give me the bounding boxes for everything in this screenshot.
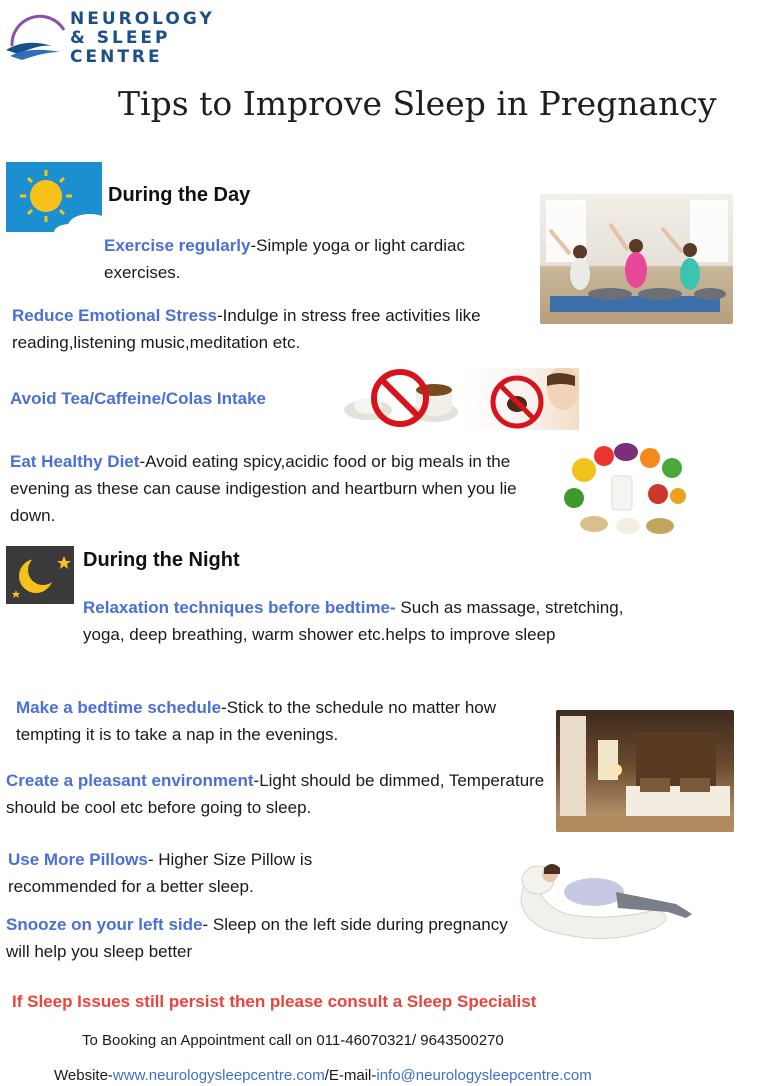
tip-bedtime-schedule	[16, 694, 546, 748]
pregnancy-pillow-photo	[506, 852, 702, 942]
tip-key: Reduce Emotional Stress	[12, 306, 218, 325]
tip-text: Such as massage, stretching, yoga, deep breathing, warm shower etc.helps to improve sleep	[83, 598, 624, 644]
tip-key: Avoid Tea/Caffeine/Colas Intake	[10, 389, 267, 408]
tip-text: -Stick to the schedule no matter how tempting it is to take a nap in the evenings.	[16, 698, 497, 744]
day-heading: During the Day	[108, 184, 251, 206]
tip-text: - Higher Size Pillow is recommended for a better sleep.	[8, 850, 313, 896]
tip-key: Exercise regularly	[104, 236, 251, 255]
yoga-class-photo	[540, 194, 733, 324]
tip-text: - Sleep on the left side during pregnancy will help you sleep better	[6, 915, 508, 961]
tip-text: -Light should be dimmed, Temperature should be cool etc before going to sleep.	[6, 771, 545, 817]
tip-pleasant-environment	[6, 767, 546, 821]
tip-text: -Simple yoga or light cardiac exercises.	[104, 236, 465, 282]
logo-line-3: CENTRE	[70, 47, 163, 67]
email-link[interactable]: info@neurologysleepcentre.com	[376, 1067, 592, 1084]
no-tea-icon	[340, 366, 460, 430]
night-heading: During the Night	[83, 549, 240, 571]
booking-info: To Booking an Appointment call on 011-46070321/ 9643500270	[82, 1032, 504, 1049]
tip-reduce-stress	[12, 302, 532, 356]
logo-swoosh-icon	[4, 10, 70, 66]
sun-cloud-icon	[6, 162, 102, 232]
no-food-icon	[463, 368, 579, 430]
logo	[4, 8, 214, 68]
tip-key: Relaxation techniques before bedtime-	[83, 598, 396, 617]
page-title: Tips to Improve Sleep in Pregnancy	[118, 84, 717, 123]
tip-text: -Avoid eating spicy,acidic food or big meals in the evening as these can cause indigestion and heartburn when you lie down.	[10, 452, 517, 525]
tip-key: Use More Pillows	[8, 850, 148, 869]
footer-contact	[54, 1067, 592, 1084]
tip-relaxation	[83, 594, 628, 648]
tip-more-pillows	[8, 846, 408, 900]
consult-specialist-note: If Sleep Issues still persist then please consult a Sleep Specialist	[12, 992, 537, 1011]
tip-key: Make a bedtime schedule	[16, 698, 222, 717]
moon-stars-icon	[6, 546, 74, 604]
website-link[interactable]: www.neurologysleepcentre.com	[112, 1067, 325, 1084]
bedroom-photo	[556, 710, 734, 832]
website-label: Website-	[54, 1067, 113, 1084]
logo-line-2: & SLEEP	[70, 28, 171, 48]
tip-key: Eat Healthy Diet	[10, 452, 140, 471]
email-label: /E-mail-	[324, 1067, 377, 1084]
tip-text: -Indulge in stress free activities like reading,listening music,meditation etc.	[12, 306, 481, 352]
healthy-food-photo	[554, 434, 691, 544]
tip-avoid-tea	[10, 385, 340, 412]
tip-left-side	[6, 911, 526, 965]
tip-exercise	[104, 232, 534, 286]
tip-key: Create a pleasant environment	[6, 771, 254, 790]
tip-healthy-diet	[10, 448, 550, 529]
logo-line-1: NEUROLOGY	[70, 9, 215, 29]
tip-key: Snooze on your left side	[6, 915, 203, 934]
